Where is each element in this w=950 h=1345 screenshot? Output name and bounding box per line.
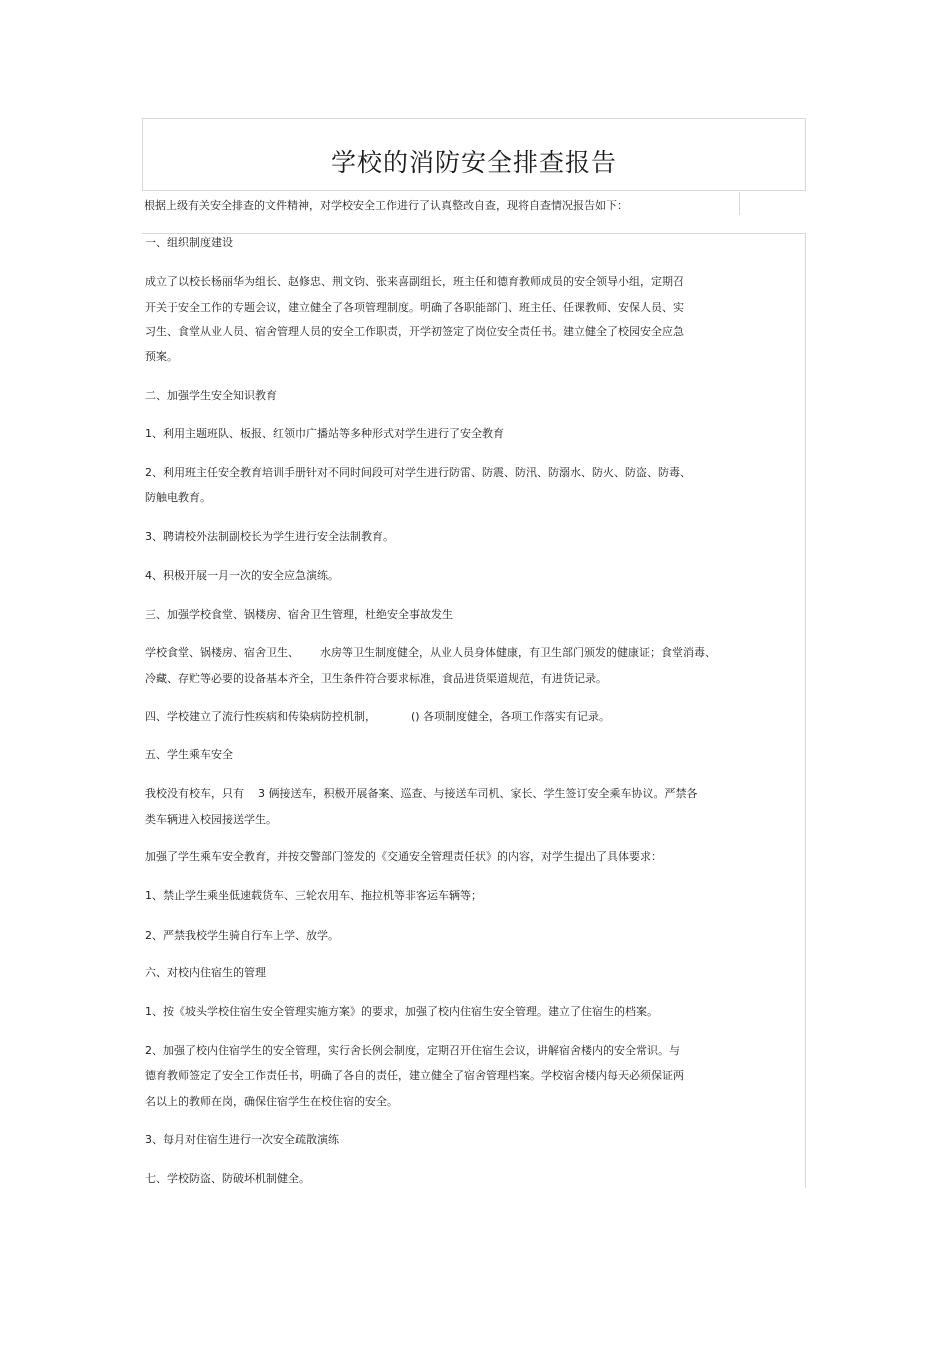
section-heading: 七、学校防盗、防破坏机制健全。	[145, 1172, 310, 1185]
paragraph-line: 预案。	[145, 350, 178, 363]
section-heading: 一、组织制度建设	[145, 236, 233, 249]
paragraph-line: 名以上的教师在岗，确保住宿学生在校住宿的安全。	[145, 1095, 398, 1108]
section-heading: 四、学校建立了流行性疾病和传染病防控机制， () 各项制度健全，各项工作落实有记录。	[145, 710, 611, 723]
paragraph-line: 习生、食堂从业人员、宿舍管理人员的安全工作职责，开学初签定了岗位安全责任书。建立健全了校园安全应急	[145, 325, 684, 338]
document-title: 学校的消防安全排查报告	[330, 148, 617, 177]
intro-box	[142, 192, 740, 215]
section-heading: 五、学生乘车安全	[145, 748, 233, 761]
paragraph-line: 2、利用班主任安全教育培训手册针对不同时间段可对学生进行防雷、防震、防汛、防溺水、防火、防盗、防毒、	[145, 466, 691, 479]
paragraph-line: 学校食堂、锅楼房、宿舍卫生、 水房等卫生制度健全，从业人员身体健康，有卫生部门颁发的健康证；食堂消毒、	[145, 646, 716, 659]
paragraph-line: 德育教师签定了安全工作责任书，明确了各自的责任，建立健全了宿舍管理档案。学校宿舍楼内每天必须保证两	[145, 1069, 684, 1082]
paragraph-line: 冷藏、存贮等必要的设备基本齐全，卫生条件符合要求标准，食品进货渠道规范，有进货记录。	[145, 672, 607, 685]
paragraph-line: 1、按《坡头学校住宿生安全管理实施方案》的要求，加强了校内住宿生安全管理。建立了住宿生的档案。	[145, 1005, 658, 1018]
title-box	[142, 118, 806, 191]
section-heading: 六、对校内住宿生的管理	[145, 966, 266, 979]
section-heading: 二、加强学生安全知识教育	[145, 389, 277, 402]
paragraph-line: 2、加强了校内住宿学生的安全管理，实行舍长例会制度，定期召开住宿生会议，讲解宿舍楼内的安全常识。与	[145, 1044, 680, 1057]
paragraph-line: 防触电教育。	[145, 491, 211, 504]
paragraph-line: 3、每月对住宿生进行一次安全疏散演练	[145, 1133, 339, 1146]
paragraph-line: 1、利用主题班队、板报、红领巾广播站等多种形式对学生进行了安全教育	[145, 427, 504, 440]
paragraph-line: 类车辆进入校园接送学生。	[145, 813, 277, 826]
paragraph-line: 加强了学生乘车安全教育，并按交警部门签发的《交通安全管理责任状》的内容，对学生提出了具体要求：	[145, 850, 662, 863]
paragraph-line: 成立了以校长杨丽华为组长、赵修忠、荆文钧、张来喜副组长，班主任和德育教师成员的安全领导小组，定期召	[145, 275, 684, 288]
paragraph-line: 4、积极开展一月一次的安全应急演练。	[145, 569, 339, 582]
paragraph-line: 3、聘请校外法制副校长为学生进行安全法制教育。	[145, 530, 394, 543]
paragraph-line: 1、禁止学生乘坐低速载货车、三轮农用车、拖拉机等非客运车辆等；	[145, 889, 482, 902]
intro-paragraph: 根据上级有关安全排查的文件精神，对学校安全工作进行了认真整改自查，现将自查情况报告如下：	[144, 199, 628, 212]
paragraph-line: 开关于安全工作的专题会议，建立健全了各项管理制度。明确了各职能部门、班主任、任课教师、安保人员、实	[145, 301, 684, 314]
section-heading: 三、加强学校食堂、锅楼房、宿舍卫生管理，杜绝安全事故发生	[145, 608, 453, 621]
paragraph-line: 我校没有校车，只有 3 俩接送车，积极开展备案、巡查、与接送车司机、家长、学生签订安全乘车协议。严禁各	[145, 787, 698, 800]
paragraph-line: 2、严禁我校学生骑自行车上学、放学。	[145, 929, 339, 942]
